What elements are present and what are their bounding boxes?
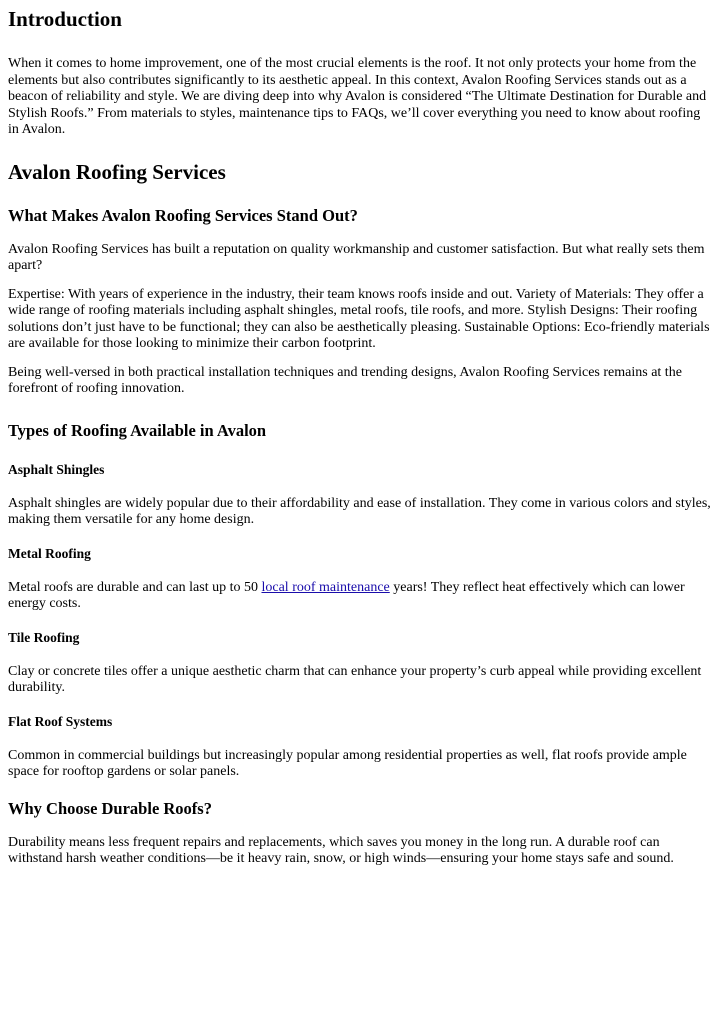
local-roof-maintenance-link[interactable]: local roof maintenance [261,579,390,595]
metal-text-before: Metal roofs are durable and can last up to 50 [8,579,262,595]
heading-why-durable-roofs: Why Choose Durable Roofs? [8,798,212,818]
flat-roof-systems-paragraph: Common in commercial buildings but increasingly popular among residential properties as well, flat roofs provide ample space for rooftop gardens or solar panels. [8,747,687,779]
stand-out-paragraph-1: Avalon Roofing Services has built a reputation on quality workmanship and customer satisfaction. But what really sets them apart? [8,241,705,273]
heading-introduction: Introduction [8,7,122,31]
metal-roofing-paragraph [8,580,712,613]
stand-out-paragraph-2: Expertise: With years of experience in the industry, their team knows roofs inside and out. Variety of Materials: They offer a wide range of roofing materials including asphalt shingles, metal roofs, tile roofs, and more. Stylish Designs: Their roofing solutions don’t just have to be functional; they can also be aesthetically pleasing. Sustainable Options: Eco-friendly materials are available for those looking to minimize their carbon footprint. [8,286,710,351]
heading-tile-roofing: Tile Roofing [8,629,80,645]
tile-roofing-paragraph: Clay or concrete tiles offer a unique aesthetic charm that can enhance your property’s curb appeal while providing excellent durability. [8,663,702,695]
heading-avalon-roofing-services: Avalon Roofing Services [8,159,226,184]
heading-asphalt-shingles: Asphalt Shingles [8,461,105,477]
durable-roofs-paragraph: Durability means less frequent repairs and replacements, which saves you money in the long run. A durable roof can withstand harsh weather conditions—be it heavy rain, snow, or high winds—ensuring your home stays safe and sound. [8,834,674,866]
stand-out-paragraph-3: Being well-versed in both practical installation techniques and trending designs, Avalon Roofing Services remains at the forefront of roofing innovation. [8,364,682,396]
heading-types-of-roofing: Types of Roofing Available in Avalon [8,420,267,440]
heading-stand-out: What Makes Avalon Roofing Services Stand Out? [8,205,358,225]
heading-flat-roof-systems: Flat Roof Systems [8,713,113,729]
intro-paragraph: When it comes to home improvement, one of the most crucial elements is the roof. It not only protects your home from the elements but also contributes significantly to its aesthetic appeal. In this context, Avalon Roofing Services stands out as a beacon of reliability and style. We are diving deep into why Avalon is considered “The Ultimate Destination for Durable and Stylish Roofs.” From materials to styles, maintenance tips to FAQs, we’ll cover everything you need to know about roofing in Avalon. [8,56,707,137]
heading-metal-roofing: Metal Roofing [8,545,91,561]
asphalt-shingles-paragraph: Asphalt shingles are widely popular due to their affordability and ease of installation. They come in various colors and styles, making them versatile for any home design. [8,495,711,527]
metal-text-after: years! They reflect heat effectively which can lower energy costs. [8,579,685,611]
